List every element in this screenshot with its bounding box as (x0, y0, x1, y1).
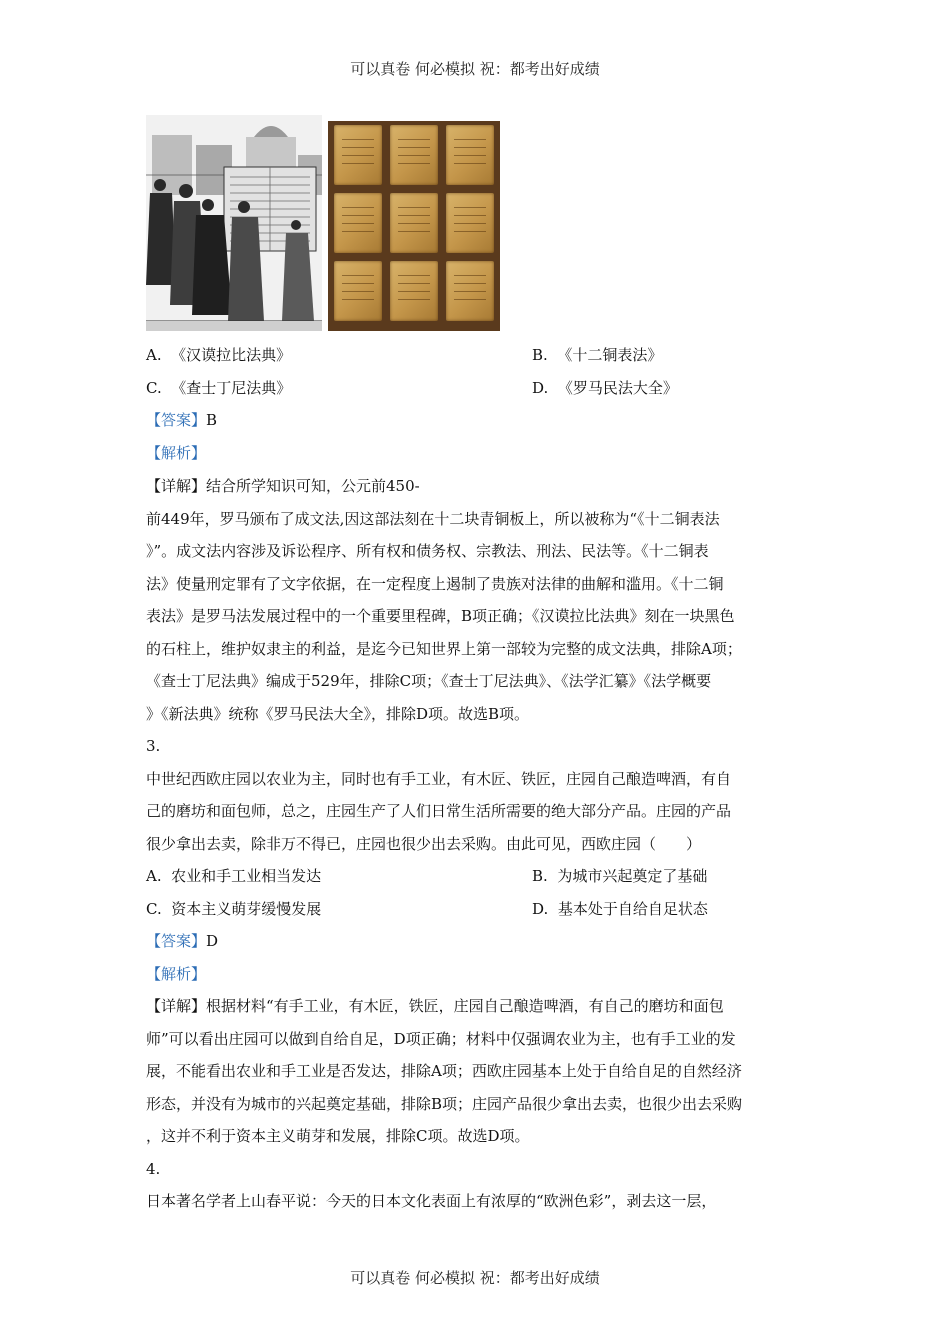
q2-detail-line: 法》使量刑定罪有了文字依据，在一定程度上遏制了贵族对法律的曲解和滥用。《十二铜 (146, 575, 724, 593)
q3-option-c (146, 899, 321, 919)
page-footer: 可以真卷 何必模拟 祝：都考出好成绩 (350, 1269, 600, 1287)
q3-option-d (532, 899, 708, 919)
q2-detail-line: 的石柱上，维护奴隶主的利益，是迄今已知世界上第一部较为完整的成文法典，排除A项； (146, 640, 742, 658)
option-letter: B. (532, 867, 548, 885)
q4-number: 4. (146, 1160, 161, 1178)
q3-detail-line: 展，不能看出农业和手工业是否发达，排除A项；西欧庄园基本上处于自给自足的自然经济 (146, 1062, 742, 1080)
q2-option-a (146, 345, 291, 365)
detail-text: 结合所学知识可知，公元前450- (206, 477, 420, 495)
twelve-bronze-plates-photo (328, 121, 500, 331)
answer-tag: 【答案】 (146, 932, 207, 950)
answer-value: D (206, 932, 219, 950)
detail-tag: 【详解】 (146, 477, 207, 495)
q3-detail-line: 师”可以看出庄园可以做到自给自足，D项正确；材料中仅强调农业为主，也有手工业的发 (146, 1030, 736, 1048)
q2-answer (146, 410, 217, 430)
q2-analysis (146, 443, 206, 463)
analysis-tag: 【解析】 (146, 965, 207, 983)
question-figure (146, 115, 500, 331)
q3-stem-line: 己的磨坊和面包师，总之，庄园生产了人们日常生活所需要的绝大部分产品。庄园的产品 (146, 802, 732, 820)
q3-detail-line: ，这并不利于资本主义萌芽和发展，排除C项。故选D项。 (146, 1127, 530, 1145)
answer-tag: 【答案】 (146, 411, 207, 429)
detail-tag: 【详解】 (146, 997, 207, 1015)
option-letter: D. (532, 379, 549, 397)
q2-option-b (532, 345, 662, 365)
q2-detail-line: 《查士丁尼法典》编成于529年，排除C项；《查士丁尼法典》、《法学汇纂》《法学概要 (146, 672, 712, 690)
q2-detail-line: 表法》是罗马法发展过程中的一个重要里程碑，B项正确；《汉谟拉比法典》刻在一块黑色 (146, 607, 735, 625)
q3-detail-line: 形态，并没有为城市的兴起奠定基础，排除B项；庄园产品很少拿出去卖，也很少出去采购 (146, 1095, 743, 1113)
option-text: 资本主义萌芽缓慢发展 (171, 900, 322, 918)
option-letter: A. (146, 346, 162, 364)
q3-answer (146, 931, 218, 951)
option-letter: C. (146, 379, 162, 397)
q2-detail-line: 》《新法典》统称《罗马民法大全》，排除D项。故选B项。 (146, 705, 530, 723)
q2-option-d (532, 378, 678, 398)
q3-number: 3. (146, 737, 161, 755)
q3-analysis (146, 964, 206, 984)
q2-detail-line: 前449年，罗马颁布了成文法,因这部法刻在十二块青铜板上，所以被称为“《十二铜表法 (146, 510, 720, 528)
q3-stem-line: 中世纪西欧庄园以农业为主，同时也有手工业，有木匠、铁匠，庄园自己酿造啤酒，有自 (146, 770, 732, 788)
option-text: 《汉谟拉比法典》 (171, 346, 292, 364)
option-text: 农业和手工业相当发达 (171, 867, 322, 885)
q3-option-b (532, 866, 707, 886)
q4-stem-line: 日本著名学者上山春平说：今天的日本文化表面上有浓厚的“欧洲色彩”，剥去这一层， (146, 1192, 717, 1210)
option-letter: C. (146, 900, 162, 918)
option-text: 基本处于自给自足状态 (557, 900, 708, 918)
answer-value: B (206, 411, 218, 429)
option-letter: A. (146, 867, 162, 885)
roman-citizens-engraving (146, 115, 322, 331)
detail-text: 根据材料“有手工业，有木匠，铁匠，庄园自己酿造啤酒，有自己的磨坊和面包 (206, 997, 724, 1015)
q3-option-a (146, 866, 321, 886)
option-text: 《十二铜表法》 (557, 346, 663, 364)
analysis-tag: 【解析】 (146, 444, 207, 462)
option-text: 《查士丁尼法典》 (171, 379, 292, 397)
q3-stem-line: 很少拿出去卖，除非万不得已，庄园也很少出去采购。由此可见，西欧庄园（ ） (146, 835, 702, 853)
q3-detail-line (146, 996, 724, 1016)
option-text: 《罗马民法大全》 (557, 379, 678, 397)
q2-option-c (146, 378, 291, 398)
option-letter: D. (532, 900, 549, 918)
option-letter: B. (532, 346, 548, 364)
q2-detail-line (146, 476, 420, 496)
page-header: 可以真卷 何必模拟 祝：都考出好成绩 (350, 60, 600, 78)
q2-detail-line: 》”。成文法内容涉及诉讼程序、所有权和债务权、宗教法、刑法、民法等。《十二铜表 (146, 542, 709, 560)
option-text: 为城市兴起奠定了基础 (557, 867, 708, 885)
